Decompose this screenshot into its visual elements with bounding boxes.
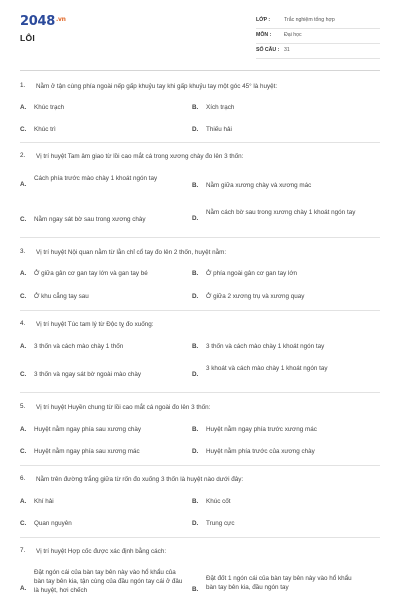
option-text: Nằm ngay sát bờ sau trong xương chày bbox=[34, 216, 146, 223]
question-header bbox=[20, 403, 380, 417]
question-header bbox=[20, 82, 380, 96]
logo-suffix: .vn bbox=[55, 16, 66, 23]
meta-row-class bbox=[256, 14, 380, 29]
option-letter: C. bbox=[20, 520, 27, 527]
question-header bbox=[20, 152, 380, 166]
option-text: Ở giữa 2 xương trụ và xương quay bbox=[206, 293, 305, 300]
question-text: Nằm ở tận cùng phía ngoài nếp gấp khuỷu tay khi gấp khuỷu tay một góc 45° là huyệt: bbox=[36, 83, 278, 90]
question-separator bbox=[20, 142, 380, 143]
option-text: 3 thốn và ngay sát bờ ngoài mào chày bbox=[34, 371, 142, 378]
question-number: 1. bbox=[20, 82, 26, 89]
option-letter: C. bbox=[20, 216, 27, 223]
option-text: Ở giữa gân cơ gan tay lớn và gan tay bé bbox=[34, 270, 148, 277]
meta-label: LỚP : bbox=[256, 17, 271, 23]
option-letter: B. bbox=[192, 426, 199, 433]
question-separator bbox=[20, 465, 380, 466]
option-letter: C. bbox=[20, 126, 27, 133]
page-header bbox=[0, 0, 400, 64]
meta-row-count bbox=[256, 44, 380, 59]
option-text: Quan nguyên bbox=[34, 520, 72, 527]
option-text: Huyệt nằm phía trước của xương chày bbox=[206, 448, 315, 455]
meta-value: Trắc nghiệm tổng hợp bbox=[284, 17, 335, 23]
meta-label: MÔN : bbox=[256, 32, 272, 38]
question-number: 2. bbox=[20, 152, 26, 159]
question-text: Vị trí huyệt Hợp cốc được xác định bằng cách: bbox=[36, 548, 167, 555]
meta-value: Đại học bbox=[284, 32, 302, 38]
question-2 bbox=[20, 152, 380, 166]
question-text: Vị trí huyệt Huyền chung từ lồi cao mắt cá ngoài đo lên 3 thốn: bbox=[36, 404, 211, 411]
page-title: LÔI bbox=[20, 33, 36, 43]
option-letter: A. bbox=[20, 270, 27, 277]
meta-value: 31 bbox=[284, 47, 290, 53]
header-divider bbox=[20, 70, 380, 71]
option-text: Ở phía ngoài gân cơ gan tay lớn bbox=[206, 270, 298, 277]
option-letter: A. bbox=[20, 585, 27, 592]
site-logo[interactable] bbox=[20, 14, 66, 29]
option-text: Thiếu hải bbox=[206, 126, 232, 133]
meta-label: SỐ CÂU : bbox=[256, 47, 280, 53]
option-letter: A. bbox=[20, 181, 27, 188]
question-3 bbox=[20, 248, 380, 262]
option-text: Huyệt nằm ngay phía trước xương mác bbox=[206, 426, 317, 433]
option-letter: A. bbox=[20, 426, 27, 433]
option-text: 3 thốn và cách mào chày 1 khoát ngón tay bbox=[206, 343, 325, 350]
option-letter: D. bbox=[192, 371, 199, 378]
question-7 bbox=[20, 547, 380, 561]
question-5 bbox=[20, 403, 380, 417]
question-number: 5. bbox=[20, 403, 26, 410]
option-text: Đặt ngón cái của bàn tay bên này vào hổ khẩu của bàn tay bên kia, tận cùng của đầu ngón tay cái ở đâu là huyệt, hơi chếch bbox=[34, 569, 183, 594]
option-letter: A. bbox=[20, 498, 27, 505]
option-text: 3 khoát và cách mào chày 1 khoát ngón tay bbox=[206, 365, 328, 372]
option-text: Huyệt nằm ngay phía sau xương mác bbox=[34, 448, 140, 455]
question-number: 6. bbox=[20, 475, 26, 482]
question-text: Nằm trên đường trắng giữa từ rốn đo xuống 3 thốn là huyệt nào dưới đây: bbox=[36, 476, 244, 483]
question-6 bbox=[20, 475, 380, 489]
option-text: Đặt đốt 1 ngón cái của bàn tay bên này vào hổ khẩu bàn tay bên kia, đầu ngón tay bbox=[206, 575, 352, 591]
option-text: Cách phía trước mào chày 1 khoát ngón tay bbox=[34, 175, 158, 182]
option-letter: D. bbox=[192, 126, 199, 133]
option-text: Khúc cốt bbox=[206, 498, 231, 505]
option-letter: D. bbox=[192, 293, 199, 300]
question-text: Vị trí huyệt Túc tam lý từ Độc tỵ đo xuống: bbox=[36, 321, 154, 328]
question-4 bbox=[20, 320, 380, 334]
option-letter: D. bbox=[192, 520, 199, 527]
question-text: Vị trí huyệt Tam âm giao từ lồi cao mắt cá trong xương chày đo lên 3 thốn: bbox=[36, 153, 244, 160]
question-separator bbox=[20, 310, 380, 311]
option-text: Khúc trì bbox=[34, 126, 56, 133]
option-letter: A. bbox=[20, 343, 27, 350]
option-letter: B. bbox=[192, 182, 199, 189]
question-separator bbox=[20, 537, 380, 538]
option-text: Ở khu cẳng tay sau bbox=[34, 293, 89, 300]
option-letter: D. bbox=[192, 448, 199, 455]
option-text: Nằm giữa xương chày và xương mác bbox=[206, 182, 312, 189]
question-text: Vị trí huyệt Nội quan nằm từ lằn chỉ cổ tay đo lên 2 thốn, huyệt nằm: bbox=[36, 249, 227, 256]
option-letter: D. bbox=[192, 215, 199, 222]
question-header bbox=[20, 547, 380, 561]
quiz-meta bbox=[256, 14, 380, 59]
option-text: Xích trạch bbox=[206, 104, 235, 111]
logo-text: 2048 bbox=[20, 14, 55, 29]
question-number: 4. bbox=[20, 320, 26, 327]
question-number: 7. bbox=[20, 547, 26, 554]
option-letter: C. bbox=[20, 448, 27, 455]
question-number: 3. bbox=[20, 248, 26, 255]
question-separator bbox=[20, 392, 380, 393]
question-header bbox=[20, 475, 380, 489]
meta-row-subject bbox=[256, 29, 380, 44]
question-separator bbox=[20, 237, 380, 238]
option-letter: C. bbox=[20, 293, 27, 300]
option-letter: A. bbox=[20, 104, 27, 111]
option-letter: B. bbox=[192, 104, 199, 111]
question-header bbox=[20, 248, 380, 262]
option-letter: C. bbox=[20, 371, 27, 378]
option-text: Nằm cách bờ sau trong xương chày 1 khoát ngón tay bbox=[206, 209, 356, 216]
option-text: Trung cực bbox=[206, 520, 235, 527]
option-letter: B. bbox=[192, 343, 199, 350]
option-text: Khúc trạch bbox=[34, 104, 65, 111]
option-text: 3 thốn và cách mào chày 1 thốn bbox=[34, 343, 124, 350]
option-text: Khí hải bbox=[34, 498, 54, 505]
option-letter: B. bbox=[192, 586, 199, 593]
question-header bbox=[20, 320, 380, 334]
option-letter: B. bbox=[192, 498, 199, 505]
question-1 bbox=[20, 82, 380, 96]
option-letter: B. bbox=[192, 270, 199, 277]
option-text: Huyệt nằm ngay phía sau xương chày bbox=[34, 426, 142, 433]
